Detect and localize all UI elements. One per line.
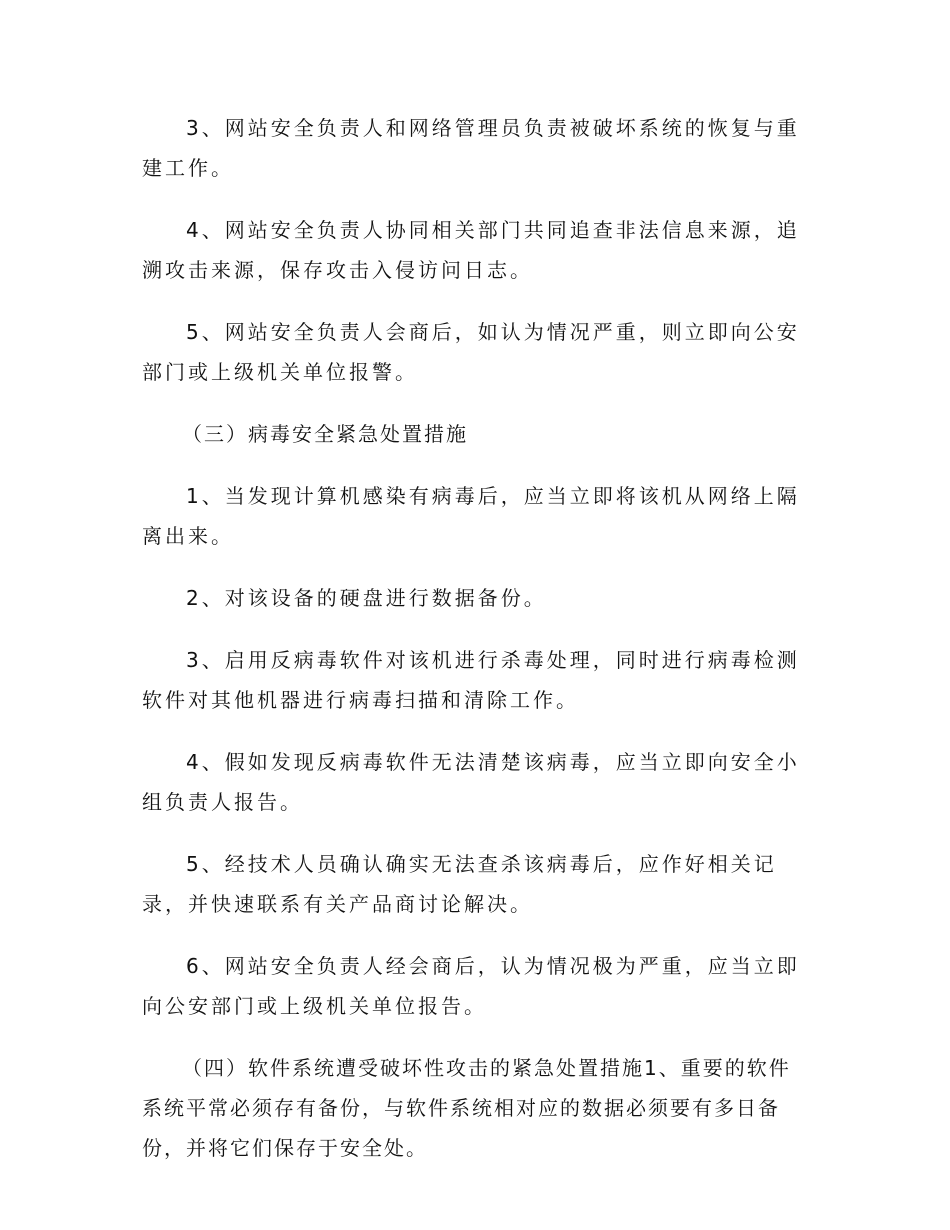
paragraph-backup-disk: 2、对该设备的硬盘进行数据备份。 [186,586,547,610]
paragraph-report-leader: 4、假如发现反病毒软件无法清楚该病毒，应当立即向安全小组负责人报告。 [142,750,800,814]
paragraph-report-authorities: 6、网站安全负责人经会商后，认为情况极为严重，应当立即向公安部门或上级机关单位报告。 [142,954,800,1018]
paragraph-isolate-machine: 1、当发现计算机感染有病毒后，应当立即将该机从网络上隔离出来。 [142,484,800,548]
paragraph-antivirus-scan: 3、启用反病毒软件对该机进行杀毒处理，同时进行病毒检测软件对其他机器进行病毒扫描和清除工作。 [142,648,800,712]
document-body [142,108,810,1190]
section-heading-virus: （三）病毒安全紧急处置措施 [182,422,468,446]
paragraph-recovery-rebuild: 3、网站安全负责人和网络管理员负责被破坏系统的恢复与重建工作。 [142,116,800,180]
paragraph-report-police: 5、网站安全负责人会商后，如认为情况严重，则立即向公安部门或上级机关单位报警。 [142,320,800,384]
paragraph-record-contact: 5、经技术人员确认确实无法查杀该病毒后，应作好相关记录，并快速联系有关产品商讨论解决。 [142,852,777,916]
section-heading-software-attack: （四）软件系统遭受破坏性攻击的紧急处置措施1、重要的软件系统平常必须存有备份，与软件系统相对应的数据必须要有多日备份，并将它们保存于安全处。 [142,1056,791,1160]
paragraph-trace-source: 4、网站安全负责人协同相关部门共同追查非法信息来源，追溯攻击来源，保存攻击入侵访问日志。 [142,218,800,282]
